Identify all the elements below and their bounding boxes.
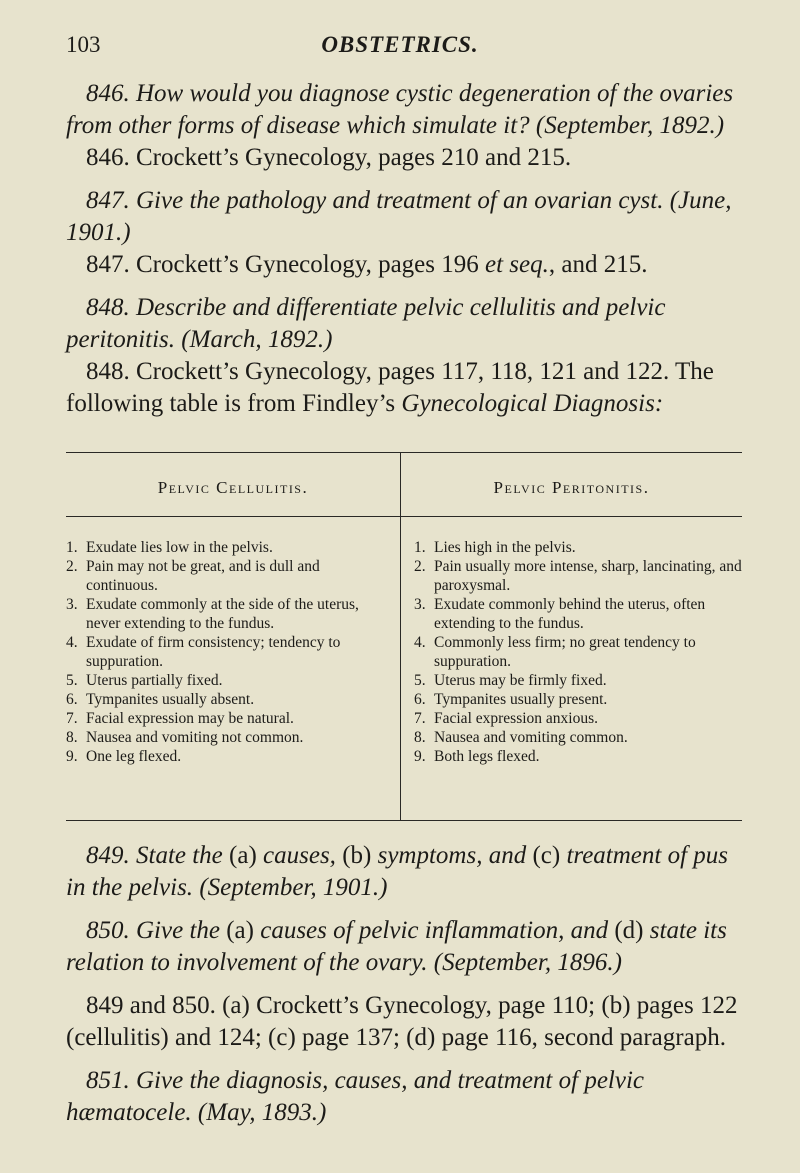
list-item [66, 690, 384, 709]
question-846: 846. How would you diagnose cystic degeneration of the ovaries from other forms of disease which simulate it? (September, 1892.) [66, 80, 734, 139]
list-item [66, 538, 384, 557]
column-header-peritonitis: Pelvic Peritonitis. [493, 478, 650, 497]
comparison-table [66, 452, 742, 822]
item-number: 7. [414, 710, 426, 727]
list-item [414, 595, 742, 633]
item-text: Tympanites usually present. [434, 691, 608, 708]
lower-text [66, 840, 742, 1129]
table-rule-top [66, 452, 742, 453]
item-text: Exudate lies low in the pelvis. [86, 539, 273, 556]
answer-847: 847. Crockett’s Gynecology, pages 196 et seq., and 215. [86, 251, 648, 278]
item-number: 9. [66, 748, 78, 765]
cellulitis-list [66, 538, 384, 766]
item-number: 4. [414, 634, 426, 651]
column-header-cellulitis: Pelvic Cellulitis. [157, 478, 309, 497]
answer-846: 846. Crockett’s Gynecology, pages 210 and 215. [86, 144, 572, 171]
list-item [414, 538, 742, 557]
item-text: Tympanites usually absent. [86, 691, 255, 708]
item-text: Nausea and vomiting not common. [86, 729, 304, 746]
upper-text [66, 78, 742, 420]
item-number: 8. [66, 729, 78, 746]
item-text: Uterus may be firmly fixed. [434, 672, 607, 689]
list-item [414, 671, 742, 690]
item-number: 5. [414, 672, 426, 689]
answer-849-850: 849 and 850. (a) Crockett’s Gynecology, page 110; (b) pages 122 (cellulitis) and 124; (c) page 137; (d) page 116, second paragraph. [66, 992, 738, 1051]
page-number: 103 [66, 32, 101, 57]
list-item [414, 709, 742, 728]
item-text: Commonly less firm; no great tendency to suppuration. [434, 634, 696, 670]
list-item [66, 671, 384, 690]
item-text: Exudate commonly at the side of the uterus, never extending to the fundus. [86, 596, 359, 632]
item-text: Facial expression may be natural. [86, 710, 294, 727]
item-number: 6. [414, 691, 426, 708]
list-item [414, 557, 742, 595]
list-item [414, 728, 742, 747]
item-text: Both legs flexed. [434, 748, 540, 765]
question-851: 851. Give the diagnosis, causes, and treatment of pelvic hæmatocele. (May, 1893.) [66, 1067, 644, 1126]
item-number: 1. [66, 539, 78, 556]
item-text: Exudate of firm consistency; tendency to suppuration. [86, 634, 341, 670]
answer-848: 848. Crockett’s Gynecology, pages 117, 118, 121 and 122. The following table is from Findley’s Gynecological Diagnosis: [66, 358, 714, 417]
page-header [66, 32, 734, 62]
item-number: 2. [414, 558, 426, 575]
table-rule-header [66, 516, 742, 517]
peritonitis-list [414, 538, 742, 766]
item-number: 8. [414, 729, 426, 746]
item-number: 5. [66, 672, 78, 689]
list-item [414, 690, 742, 709]
list-item [66, 709, 384, 728]
question-850: 850. Give the (a) causes of pelvic inflammation, and (d) state its relation to involvement of the ovary. (September, 1896.) [66, 917, 727, 976]
question-847: 847. Give the pathology and treatment of an ovarian cyst. (June, 1901.) [66, 187, 732, 246]
item-text: Exudate commonly behind the uterus, often extending to the fundus. [434, 596, 706, 632]
item-text: Lies high in the pelvis. [434, 539, 576, 556]
list-item [66, 595, 384, 633]
item-text: Nausea and vomiting common. [434, 729, 628, 746]
item-number: 1. [414, 539, 426, 556]
item-text: Uterus partially fixed. [86, 672, 223, 689]
list-item [414, 633, 742, 671]
cellulitis-column [66, 538, 384, 766]
item-number: 3. [414, 596, 426, 613]
list-item [66, 747, 384, 766]
item-text: Facial expression anxious. [434, 710, 599, 727]
running-title: OBSTETRICS. [321, 32, 479, 57]
item-number: 9. [414, 748, 426, 765]
item-number: 2. [66, 558, 78, 575]
list-item [66, 728, 384, 747]
item-text: One leg flexed. [86, 748, 182, 765]
table-column-divider [400, 452, 401, 820]
item-text: Pain usually more intense, sharp, lancinating, and paroxysmal. [434, 558, 742, 594]
question-849: 849. State the (a) causes, (b) symptoms, and (c) treatment of pus in the pelvis. (September, 1901.) [66, 842, 729, 901]
table-rule-bottom [66, 820, 742, 821]
item-number: 7. [66, 710, 78, 727]
question-848: 848. Describe and differentiate pelvic cellulitis and pelvic peritonitis. (March, 1892.) [66, 294, 666, 353]
item-number: 3. [66, 596, 78, 613]
item-text: Pain may not be great, and is dull and continuous. [86, 558, 320, 594]
item-number: 4. [66, 634, 78, 651]
list-item [66, 633, 384, 671]
item-number: 6. [66, 691, 78, 708]
list-item [414, 747, 742, 766]
peritonitis-column [414, 538, 742, 766]
list-item [66, 557, 384, 595]
